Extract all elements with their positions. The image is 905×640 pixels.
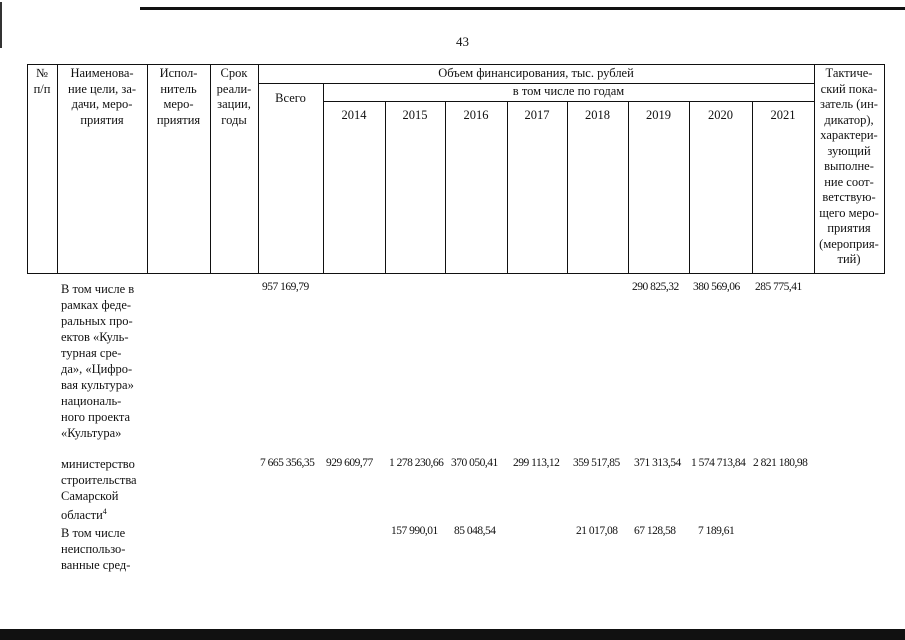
footnote-mark: 4	[102, 507, 107, 516]
header-year: 2020	[708, 108, 733, 122]
row-name: В том числе в рамках феде- ральных про- ектов «Куль- турная сре- да», «Цифро- вая культура» националь- ного проекта «Культура»	[61, 282, 135, 440]
row-value-2018: 359 517,85	[573, 457, 620, 469]
grid-line	[567, 101, 568, 274]
header-indicator: Тактиче- ский пока- затель (ин- дикатор), характери- зующий выполне- ние соот- ветствую- щего меро- приятия (мероприя- тий)	[819, 66, 879, 266]
row-value-2020: 1 574 713,84	[691, 457, 746, 469]
header-year: 2019	[646, 108, 671, 122]
grid-line	[884, 64, 885, 274]
row-value-2021: 2 821 180,98	[753, 457, 808, 469]
row-total-value: 957 169,79	[262, 281, 309, 293]
grid-line	[752, 101, 753, 274]
row-value-2015: 157 990,01	[391, 525, 438, 537]
row-value-2020: 7 189,61	[698, 525, 735, 537]
row-name	[61, 456, 156, 523]
header-year: 2016	[463, 108, 489, 122]
header-year: 2014	[341, 108, 367, 122]
row-name: В том числе неиспользо- ванные сред-	[61, 526, 131, 572]
header-total: Всего	[275, 91, 306, 105]
row-value-2019: 290 825,32	[632, 281, 679, 293]
header-bottom-rule	[27, 273, 884, 274]
grid-line	[628, 101, 629, 274]
page-number: 43	[456, 34, 469, 49]
grid-line	[507, 101, 508, 274]
header-year: 2017	[524, 108, 550, 122]
table-top-rule	[27, 64, 884, 65]
header-term: Срок реали- зации, годы	[216, 66, 252, 127]
header-year: 2018	[585, 108, 610, 122]
row-value-2017: 299 113,12	[513, 457, 560, 469]
header-name: Наименова- ние цели, за- дачи, меро- приятия	[67, 66, 137, 127]
row-value-2020: 380 569,06	[693, 281, 740, 293]
grid-line	[445, 101, 446, 274]
row-value-2014: 929 609,77	[326, 457, 373, 469]
grid-line	[385, 101, 386, 274]
row-value-2015: 1 278 230,66	[389, 457, 444, 469]
header-number: № п/п	[33, 66, 51, 96]
scan-edge-mark	[0, 2, 2, 48]
row-name-text: министерство строительства Самарской области	[61, 457, 137, 523]
header-by-years: в том числе по годам	[512, 84, 625, 98]
header-year: 2021	[770, 108, 796, 122]
row-total-value: 7 665 356,35	[260, 457, 315, 469]
years-header-rule	[323, 101, 814, 102]
grid-line	[689, 101, 690, 274]
bottom-border-bar	[0, 629, 905, 640]
header-year: 2015	[402, 108, 428, 122]
header-executor: Испол- нитель меро- приятия	[156, 66, 201, 127]
header-funding: Объем финансирования, тыс. рублей	[438, 66, 634, 80]
row-value-2019: 67 128,58	[634, 525, 676, 537]
top-border-bar	[140, 7, 905, 10]
row-value-2019: 371 313,54	[634, 457, 681, 469]
row-value-2016: 370 050,41	[451, 457, 498, 469]
row-value-2021: 285 775,41	[755, 281, 802, 293]
row-value-2018: 21 017,08	[576, 525, 618, 537]
row-value-2016: 85 048,54	[454, 525, 496, 537]
